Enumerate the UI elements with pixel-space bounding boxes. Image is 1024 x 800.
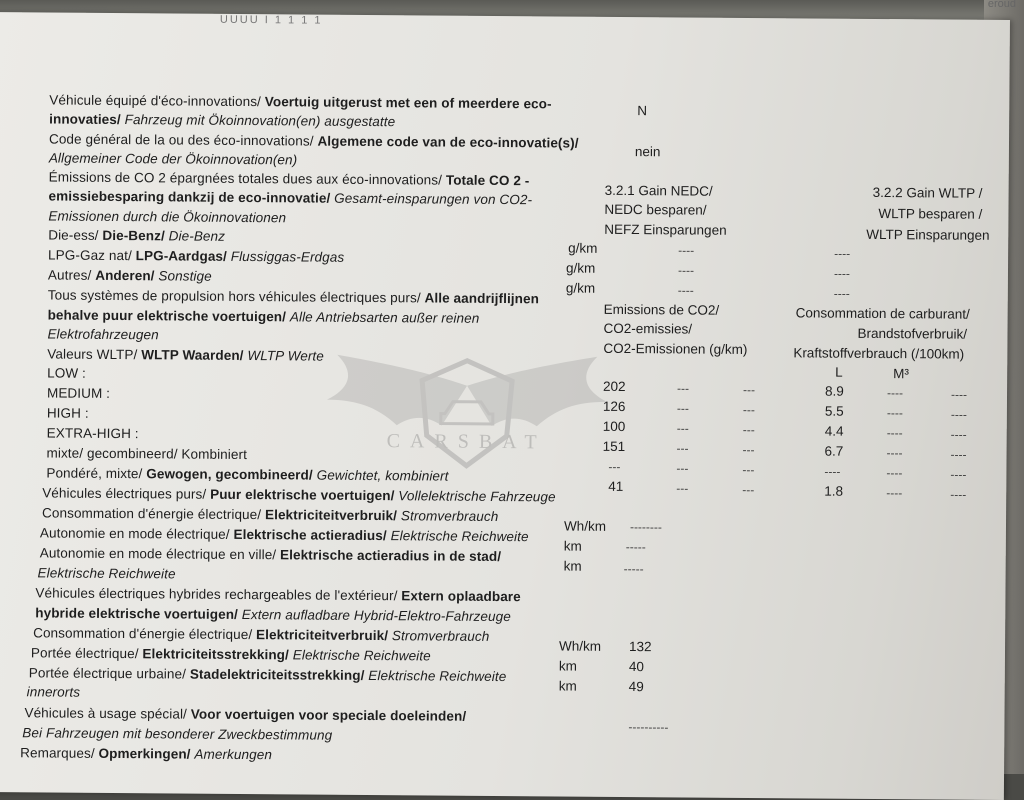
co2-header-1: Emissions de CO2/ — [603, 301, 720, 318]
co2-extra-high: 151 — [602, 438, 626, 455]
row-special-purpose: Véhicules à usage spécial/ Voor voertuigen voor speciale doeleinden/ — [24, 705, 467, 724]
wltp-header-1: 3.2.2 Gain WLTP / — [872, 184, 983, 201]
bev-city-range-unit: km — [563, 558, 582, 574]
row-other: Autres/ Anderen/ Sonstige — [47, 267, 212, 284]
co2-high-dash2: --- — [742, 422, 755, 438]
fuel-header-3: Kraftstoffverbrauch (/100km) — [793, 345, 965, 362]
shield-icon — [421, 360, 512, 466]
fuel-unit-m3: M³ — [893, 366, 909, 382]
row-all-propulsion: Tous systèmes de propulsion hors véhicules électriques purs/ Alle aandrijflijnen — [47, 287, 540, 307]
bat-wing-right — [467, 356, 608, 427]
bev-energy-value: -------- — [629, 520, 662, 535]
fuel-low-dash1: ---- — [886, 386, 904, 401]
phev-energy-unit: Wh/km — [558, 638, 602, 654]
fuel-header-1: Consommation de carburant/ — [795, 305, 970, 322]
co2-weighted-dash2: --- — [742, 482, 755, 498]
diesel-unit: g/km — [568, 240, 598, 256]
fuel-weighted-dash1: ---- — [886, 486, 903, 501]
nedc-header-2: NEDC besparen/ — [604, 201, 707, 218]
co2-mixed-dash1: --- — [676, 461, 689, 476]
watermark-text: CARSBAT — [386, 430, 547, 454]
row-all-propulsion-cont: behalve puur elektrische voertuigen/ Alle Antriebsarten außer reinen — [47, 307, 480, 326]
fuel-medium: 5.5 — [824, 403, 844, 419]
row-wltp-values: Valeurs WLTP/ WLTP Waarden/ WLTP Werte — [47, 346, 324, 364]
fuel-mixed-dash2: ---- — [950, 467, 967, 482]
fuel-extra-high: 6.7 — [824, 443, 844, 459]
fuel-low: 8.9 — [824, 383, 844, 399]
bev-city-range-value: ----- — [623, 561, 644, 577]
row-bev-energy: Consommation d'énergie électrique/ Elektriciteitverbruik/ Stromverbrauch — [42, 505, 499, 525]
row-diesel: Die-ess/ Die-Benz/ Die-Benz — [48, 227, 226, 244]
row-remarks: Remarques/ Opmerkingen/ Amerkungen — [20, 745, 273, 763]
fuel-medium-dash2: ---- — [950, 407, 967, 422]
co2-extra-high-dash1: --- — [676, 441, 689, 456]
row-phev: Véhicules électriques hybrides rechargeables de l'extérieur/ Extern oplaadbare — [35, 585, 521, 605]
co2-high: 100 — [602, 418, 626, 435]
fuel-mixed: ---- — [824, 464, 841, 479]
co2-mixed: --- — [608, 459, 621, 474]
row-bev-city-range: Autonomie en mode électrique en ville/ Elektrische actieradius in de stad/ — [39, 545, 502, 565]
eco-code-value: nein — [634, 144, 661, 160]
fuel-high-dash2: ---- — [950, 427, 967, 442]
row-bev: Véhicules électriques purs/ Puur elektrische voertuigen/ Vollelektrische Fahrzeuge — [42, 485, 556, 505]
document-sheet — [0, 12, 1010, 800]
diesel-nedc-dash: ---- — [678, 243, 695, 258]
row-high: HIGH : — [46, 405, 89, 421]
carsbat-watermark — [316, 345, 617, 487]
row-phev-city-range: Portée électrique urbaine/ Stadelektriciteitsstrekking/ Elektrische Reichweite — [28, 665, 507, 685]
co2-high-dash1: --- — [676, 421, 689, 436]
other-unit: g/km — [565, 280, 596, 296]
fuel-medium-dash1: ---- — [886, 406, 903, 421]
row-co2-saved-cont: emissiebesparing dankzij de eco-innovatie/ Gesamt-einsparungen von CO2- — [48, 188, 533, 208]
eco-equipped-value: N — [637, 103, 648, 119]
row-bev-range: Autonomie en mode électrique/ Elektrische actieradius/ Elektrische Reichweite — [39, 525, 529, 545]
co2-medium-dash1: --- — [676, 401, 689, 416]
co2-low-dash2: --- — [743, 382, 756, 398]
row-eco-code: Code général de la ou des éco-innovations/ Algemene code van de eco-innovatie(s)/ — [48, 131, 579, 151]
fuel-extra-high-dash2: ---- — [950, 447, 967, 462]
nedc-header-3: NEFZ Einsparungen — [604, 221, 727, 238]
row-low: LOW : — [47, 365, 86, 381]
row-eco-equipped-cont: innovaties/ Fahrzeug mit Ökoinnovation(en) ausgestatte — [49, 111, 396, 130]
row-bev-city-range-cont: Elektrische Reichweite — [37, 565, 176, 582]
bat-wing-left — [327, 355, 468, 426]
row-lpg: LPG-Gaz nat/ LPG-Aardgas/ Flussiggas-Erdgas — [48, 247, 345, 265]
other-nedc-dash: ---- — [677, 283, 694, 298]
bev-energy-unit: Wh/km — [563, 518, 607, 534]
row-weighted: Pondéré, mixte/ Gewogen, gecombineerd/ Gewichtet, kombiniert — [46, 465, 449, 484]
top-right-fragment: eroud — [987, 0, 1016, 10]
fuel-extra-high-dash1: ---- — [886, 446, 903, 461]
row-phev-city-range-cont: innerorts — [26, 684, 81, 700]
fuel-weighted: 1.8 — [824, 483, 844, 499]
co2-header-3: CO2-Emissionen (g/km) — [603, 340, 748, 357]
row-eco-code-cont: Allgemeiner Code der Ökoinnovation(en) — [48, 150, 298, 168]
row-special-purpose-cont: Bei Fahrzeugen mit besonderer Zweckbestimmung — [22, 725, 333, 743]
bev-range-value: ----- — [625, 540, 646, 555]
phev-city-range-unit: km — [558, 678, 577, 694]
co2-mixed-dash2: --- — [742, 462, 755, 478]
fuel-header-2: Brandstofverbruik/ — [857, 325, 968, 342]
co2-low: 202 — [603, 378, 626, 395]
row-eco-equipped: Véhicule équipé d'éco-innovations/ Voertuig uitgerust met een of meerdere eco- — [49, 92, 552, 112]
co2-weighted-dash1: --- — [676, 481, 689, 496]
row-extra-high: EXTRA-HIGH : — [46, 425, 139, 442]
row-phev-range: Portée électrique/ Elektriciteitsstrekking/ Elektrische Reichweite — [30, 645, 431, 664]
fuel-high-dash1: ---- — [886, 426, 903, 441]
phev-range-unit: km — [558, 658, 577, 674]
phev-range-value: 40 — [628, 659, 644, 675]
nedc-header-1: 3.2.1 Gain NEDC/ — [604, 182, 713, 199]
row-phev-energy: Consommation d'énergie électrique/ Elektriciteitverbruik/ Stromverbrauch — [33, 625, 490, 644]
fuel-mixed-dash1: ---- — [886, 466, 903, 481]
top-fragment: UUUU I 1 1 1 1 — [219, 13, 323, 27]
co2-low-dash1: --- — [677, 381, 690, 396]
lpg-nedc-dash: ---- — [677, 263, 695, 278]
diesel-wltp-dash: ---- — [834, 246, 851, 261]
phev-energy-value: 132 — [628, 639, 652, 655]
bev-range-unit: km — [563, 538, 582, 554]
fuel-weighted-dash2: ---- — [950, 487, 967, 502]
co2-header-2: CO2-emissies/ — [603, 320, 693, 337]
fuel-low-dash2: ---- — [950, 387, 968, 402]
car-icon — [441, 402, 493, 424]
co2-weighted: 41 — [608, 478, 624, 494]
co2-medium: 126 — [602, 398, 626, 415]
lpg-unit: g/km — [565, 260, 596, 276]
row-all-propulsion-cont2: Elektrofahrzeugen — [47, 326, 159, 343]
fuel-unit-l: L — [835, 364, 843, 380]
row-mixed: mixte/ gecombineerd/ Kombiniert — [46, 445, 248, 463]
row-co2-saved: Émissions de CO 2 épargnées totales dues aux éco-innovations/ Totale CO 2 - — [48, 169, 530, 189]
other-wltp-dash: ---- — [833, 286, 850, 301]
co2-medium-dash2: --- — [742, 402, 755, 418]
row-medium: MEDIUM : — [46, 385, 111, 401]
wltp-header-2: WLTP besparen / — [878, 205, 983, 222]
lpg-wltp-dash: ---- — [833, 266, 851, 281]
row-co2-saved-cont2: Emissionen durch die Ökoinnovationen — [48, 208, 287, 226]
phev-city-range-value: 49 — [628, 679, 644, 695]
fuel-high: 4.4 — [824, 423, 844, 439]
row-phev-cont: hybride elektrische voertuigen/ Extern aufladbare Hybrid-Elektro-Fahrzeuge — [35, 605, 511, 625]
co2-extra-high-dash2: --- — [742, 442, 755, 458]
wltp-header-3: WLTP Einsparungen — [866, 226, 990, 243]
special-purpose-value: ---------- — [628, 720, 669, 735]
